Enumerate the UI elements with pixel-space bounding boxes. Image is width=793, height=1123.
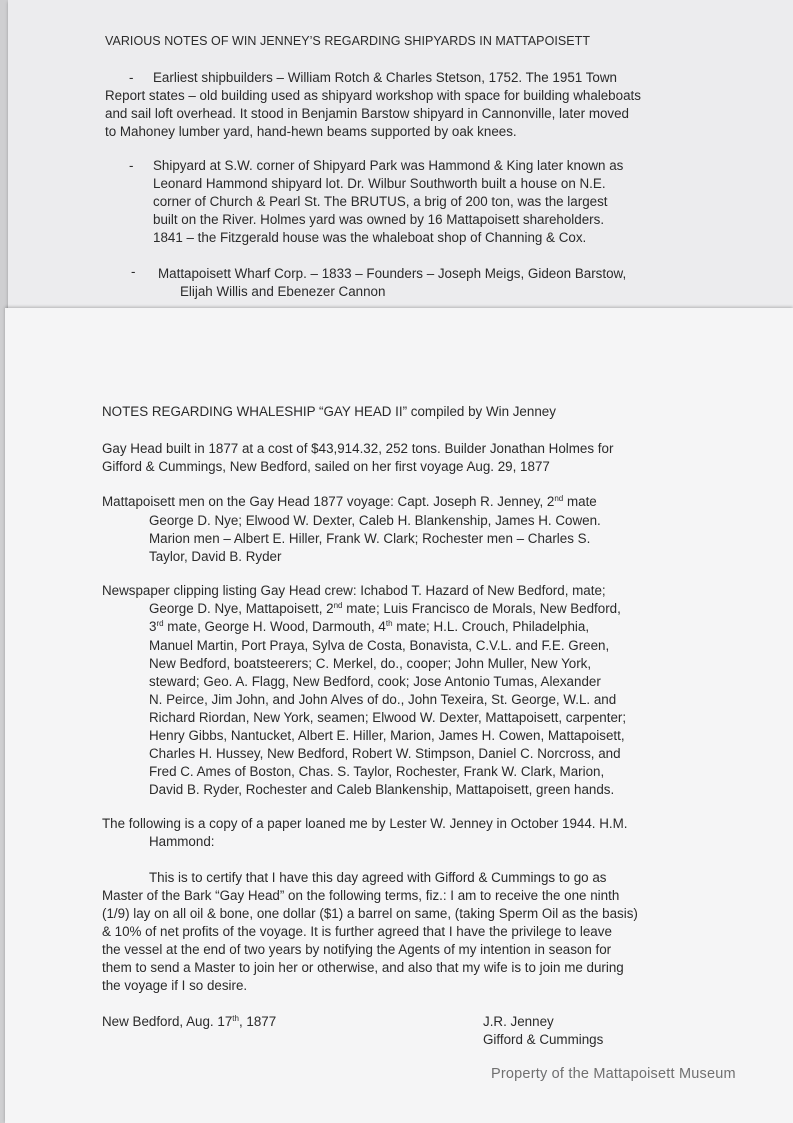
copy-intro-line-2: Hammond: xyxy=(149,834,215,849)
crew-line-6: steward; Geo. A. Flagg, New Bedford, cook; Jose Antonio Tumas, Alexander xyxy=(149,674,601,689)
agreement-line-7: the voyage if I so desire. xyxy=(102,978,248,993)
bullet-1-line-4: to Mahoney lumber yard, hand-hewn beams supported by oak knees. xyxy=(105,124,517,139)
agreement-line-4: & 10% of net profits of the voyage. It is further agreed that I have the privilege to leave xyxy=(102,924,612,939)
agreement-line-1: This is to certify that I have this day agreed with Gifford & Cummings to go as xyxy=(149,870,607,885)
bullet-2-line-2: Leonard Hammond shipyard lot. Dr. Wilbur Southworth built a house on N.E. xyxy=(153,176,606,191)
bullet-2-line-5: 1841 – the Fitzgerald house was the whaleboat shop of Channing & Cox. xyxy=(153,230,587,245)
bullet-marker: - xyxy=(129,70,134,85)
shipyards-title: VARIOUS NOTES OF WIN JENNEY’S REGARDING SHIPYARDS IN MATTAPOISETT xyxy=(105,34,591,48)
crew-line-5: New Bedford, boatsteerers; C. Merkel, do., cooper; John Muller, New York, xyxy=(149,656,592,671)
bullet-1-line-3: and sail loft overhead. It stood in Benjamin Barstow shipyard in Cannonville, later moved xyxy=(105,106,630,121)
crew-line-2: George D. Nye, Mattapoisett, 2nd mate; Luis Francisco de Morals, New Bedford, xyxy=(149,601,621,616)
crew-line-9: Henry Gibbs, Nantucket, Albert E. Hiller, Marion, James H. Cowen, Mattapoisett, xyxy=(149,728,625,743)
bullet-3-line-1: Mattapoisett Wharf Corp. – 1833 – Founders – Joseph Meigs, Gideon Barstow, xyxy=(158,266,627,281)
built-line-2: Gifford & Cummings, New Bedford, sailed on her first voyage Aug. 29, 1877 xyxy=(102,459,550,474)
signoff-date: New Bedford, Aug. 17th, 1877 xyxy=(102,1014,277,1029)
bullet-1-line-2: Report states – old building used as shipyard workshop with space for building whaleboats xyxy=(105,88,641,103)
agreement-line-3: (1/9) lay on all oil & bone, one dollar ($1) a barrel on same, (taking Sperm Oil as the basis) xyxy=(102,906,638,921)
bullet-2-line-4: built on the River. Holmes yard was owned by 16 Mattapoisett shareholders. xyxy=(153,212,605,227)
museum-watermark: Property of the Mattapoisett Museum xyxy=(491,1066,736,1082)
crew-line-11: Fred C. Ames of Boston, Chas. S. Taylor, Rochester, Frank W. Clark, Marion, xyxy=(149,764,605,779)
crew-line-8: Richard Riordan, New York, seamen; Elwood W. Dexter, Mattapoisett, carpenter; xyxy=(149,710,627,725)
copy-intro-line-1: The following is a copy of a paper loaned me by Lester W. Jenney in October 1944. H.M. xyxy=(102,816,628,831)
bullet-2-line-3: corner of Church & Pearl St. The BRUTUS, a brig of 200 ton, was the largest xyxy=(153,194,608,209)
voyage-men-line-2: George D. Nye; Elwood W. Dexter, Caleb H. Blankenship, James H. Cowen. xyxy=(149,513,601,528)
crew-line-10: Charles H. Hussey, New Bedford, Robert W. Stimpson, Daniel C. Norcross, and xyxy=(149,746,621,761)
crew-line-12: David B. Ryder, Rochester and Caleb Blankenship, Mattapoisett, green hands. xyxy=(149,782,615,797)
bullet-2-line-1: Shipyard at S.W. corner of Shipyard Park was Hammond & King later known as xyxy=(153,158,624,173)
signer-name: J.R. Jenney xyxy=(483,1014,554,1029)
signer-company: Gifford & Cummings xyxy=(483,1032,604,1047)
agreement-line-2: Master of the Bark “Gay Head” on the following terms, fiz.: I am to receive the one ninth xyxy=(102,888,620,903)
bullet-marker: - xyxy=(129,158,134,173)
gay-head-title: NOTES REGARDING WHALESHIP “GAY HEAD II” compiled by Win Jenney xyxy=(102,404,556,419)
built-line-1: Gay Head built in 1877 at a cost of $43,914.32, 252 tons. Builder Jonathan Holmes for xyxy=(102,441,614,456)
voyage-men-line-1: Mattapoisett men on the Gay Head 1877 voyage: Capt. Joseph R. Jenney, 2nd mate xyxy=(102,494,597,509)
bullet-1-line-1: Earliest shipbuilders – William Rotch & Charles Stetson, 1752. The 1951 Town xyxy=(153,70,617,85)
agreement-line-6: them to send a Master to join her or otherwise, and also that my wife is to join me during xyxy=(102,960,624,975)
agreement-line-5: the vessel at the end of two years by notifying the Agents of my intention in season for xyxy=(102,942,612,957)
bullet-3-line-2: Elijah Willis and Ebenezer Cannon xyxy=(180,284,386,299)
crew-line-1: Newspaper clipping listing Gay Head crew: Ichabod T. Hazard of New Bedford, mate; xyxy=(102,583,606,598)
crew-line-7: N. Peirce, Jim John, and John Alves of do., John Texeira, St. George, W.L. and xyxy=(149,692,617,707)
crew-line-3: 3rd mate, George H. Wood, Darmouth, 4th mate; H.L. Crouch, Philadelphia, xyxy=(149,619,590,634)
crew-line-4: Manuel Martin, Port Praya, Sylva de Costa, Bonavista, C.V.L. and F.E. Green, xyxy=(149,638,610,653)
voyage-men-line-4: Taylor, David B. Ryder xyxy=(149,549,282,564)
bullet-marker: - xyxy=(131,264,136,279)
voyage-men-line-3: Marion men – Albert E. Hiller, Frank W. Clark; Rochester men – Charles S. xyxy=(149,531,591,546)
